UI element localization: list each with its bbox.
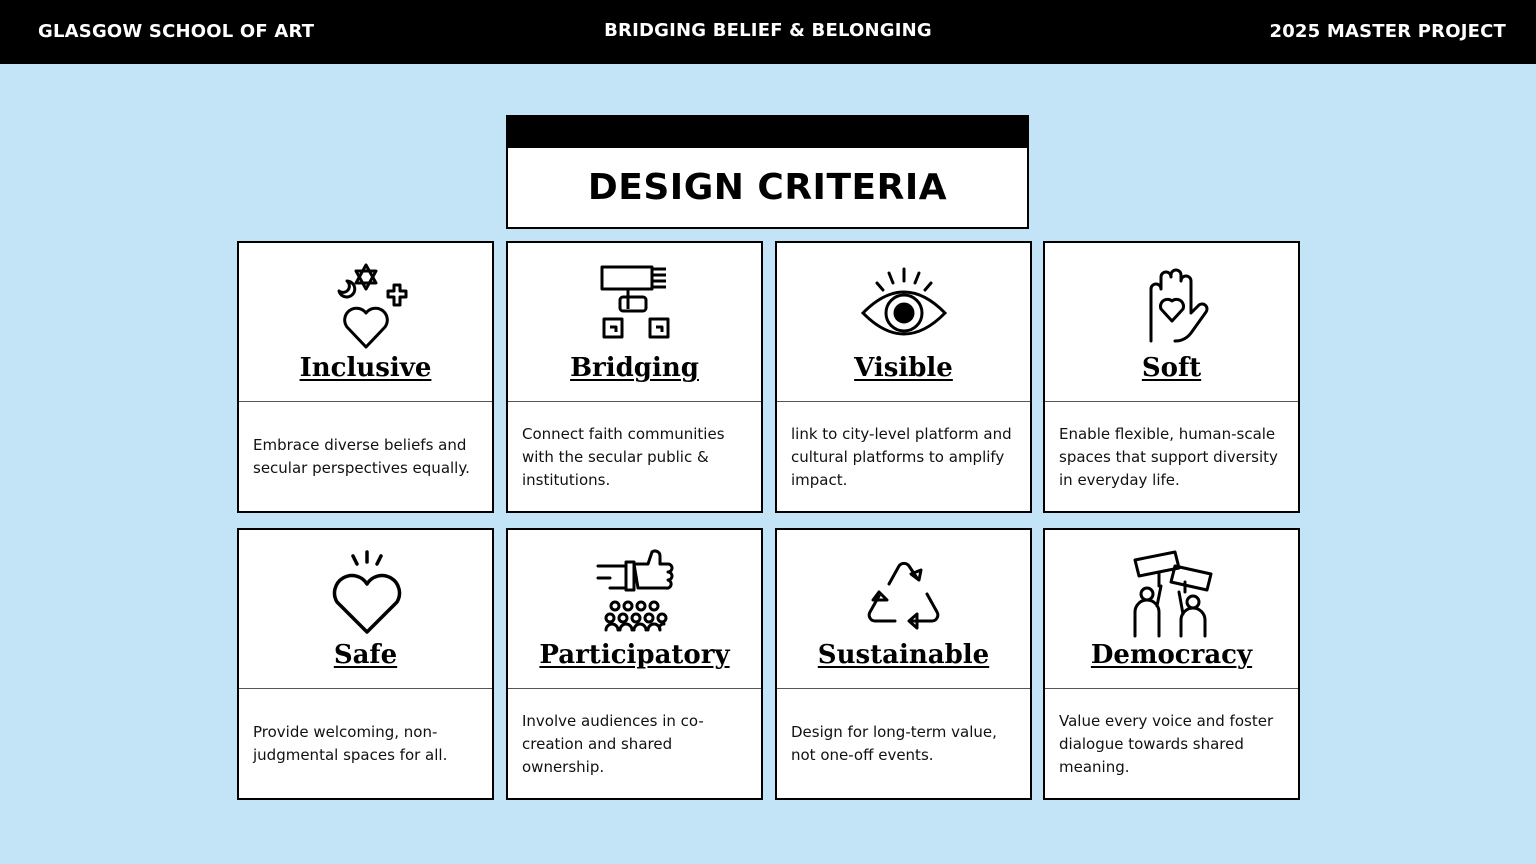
- glowing-heart-icon: [239, 548, 492, 638]
- thumbs-up-crowd-icon: [508, 548, 761, 638]
- criteria-card-bridging: [506, 241, 763, 513]
- criteria-card-sustainable: [775, 528, 1032, 800]
- criteria-name: Visible: [854, 353, 953, 383]
- criteria-name: Sustainable: [817, 640, 990, 670]
- project-title: BRIDGING BELIEF & BELONGING: [604, 20, 932, 41]
- page-title: DESIGN CRITERIA: [587, 167, 948, 208]
- criteria-card-inclusive: [237, 241, 494, 513]
- criteria-description: Connect faith communities with the secular public & institutions.: [522, 424, 725, 489]
- criteria-card-safe: [237, 528, 494, 800]
- criteria-card-democracy: [1043, 528, 1300, 800]
- bridge-connection-icon: [508, 261, 761, 351]
- recycle-icon: [777, 548, 1030, 638]
- design-criteria-title-box: [506, 115, 1029, 229]
- criteria-description: Provide welcoming, non-judgmental spaces for all.: [253, 723, 448, 764]
- criteria-name: Participatory: [539, 640, 730, 670]
- criteria-name: Inclusive: [299, 353, 432, 383]
- school-name: GLASGOW SCHOOL OF ART: [38, 21, 315, 42]
- header-bar: [0, 0, 1536, 64]
- criteria-description: Enable flexible, human-scale spaces that support diversity in everyday life.: [1059, 424, 1278, 489]
- criteria-name: Democracy: [1090, 640, 1253, 670]
- criteria-description: Value every voice and foster dialogue towards shared meaning.: [1059, 711, 1274, 776]
- faith-symbols-heart-icon: [239, 261, 492, 351]
- protest-signs-icon: [1045, 548, 1298, 638]
- criteria-card-participatory: [506, 528, 763, 800]
- criteria-description: Design for long-term value, not one-off events.: [791, 723, 997, 764]
- criteria-name: Soft: [1141, 353, 1202, 383]
- title-bar-decoration: [508, 117, 1027, 148]
- criteria-name: Bridging: [570, 353, 699, 383]
- criteria-card-soft: [1043, 241, 1300, 513]
- criteria-description: link to city-level platform and cultural platforms to amplify impact.: [791, 424, 1012, 489]
- criteria-description: Embrace diverse beliefs and secular perspectives equally.: [253, 436, 470, 477]
- project-year: 2025 MASTER PROJECT: [1269, 21, 1506, 42]
- criteria-description: Involve audiences in co-creation and shared ownership.: [522, 711, 704, 776]
- eye-icon: [777, 261, 1030, 351]
- hand-heart-icon: [1045, 261, 1298, 351]
- criteria-card-visible: [775, 241, 1032, 513]
- criteria-name: Safe: [333, 640, 398, 670]
